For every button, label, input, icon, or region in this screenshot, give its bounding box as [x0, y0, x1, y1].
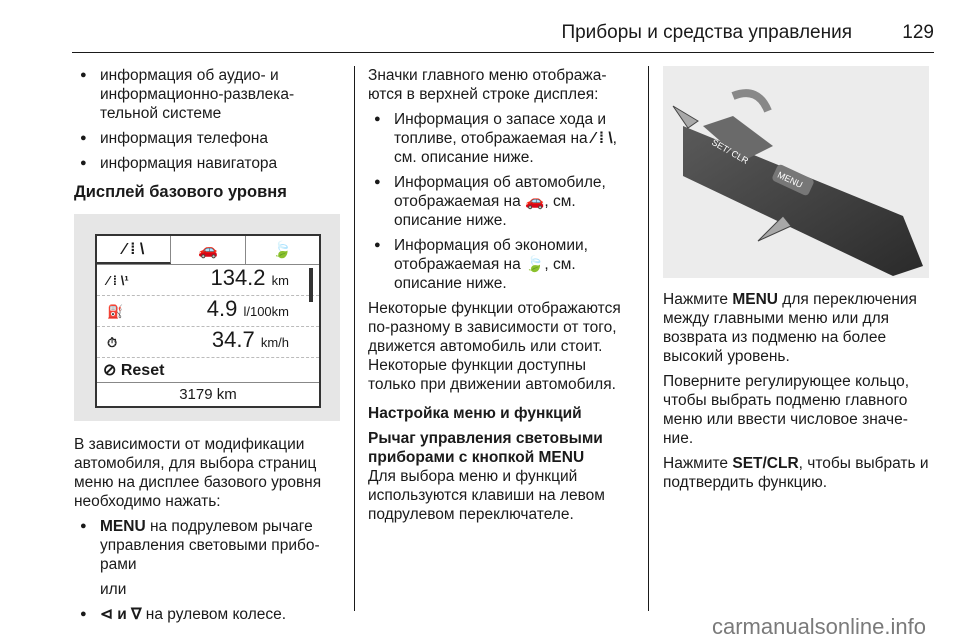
consumption-unit: l/100km: [243, 304, 289, 319]
paragraph: Нажмите MENU для переключения между главными меню или для возврата из подменю на более высокий уровень.: [663, 291, 917, 365]
car-tab-icon: 🚗: [171, 236, 245, 264]
list-item: ● Информация о запасе хода и топливе, отображаемая на ⁄ ⁞ \, см. описание ниже.: [368, 110, 636, 167]
display-row-range: [97, 265, 319, 296]
reset-label: ⊘ Reset: [103, 362, 165, 379]
page-number: 129: [902, 22, 934, 43]
column-3: [663, 290, 933, 498]
page-header-title: Приборы и средства управления: [561, 22, 852, 43]
light-stalk-illustration: [663, 66, 929, 278]
odometer: 3179 km: [97, 382, 319, 407]
list-item-or: или: [100, 581, 127, 598]
watermark: carmanualsonline.info: [711, 614, 926, 639]
fuel-pump-icon: ⛽: [107, 304, 124, 319]
range-icon: ⁄ ⁞ \¹: [107, 273, 129, 288]
paragraph: Некоторые функции отображаются по-разному в зависимости от того, движется автомобиль или стоит. Некоторые функции доступны только при движении автомобиля.: [368, 300, 621, 393]
paragraph: Нажмите SET/CLR, чтобы выбрать и подтвердить функцию.: [663, 455, 929, 491]
range-tab-icon: ⁄ ⁞ \: [97, 236, 171, 264]
list-item: ● информация навигатора: [74, 154, 342, 173]
list-item: ● информация об аудио- и информационно-развлека-тельной системе: [74, 66, 342, 123]
eco-leaf-tab-icon: 🍃: [272, 241, 293, 259]
speed-unit: km/h: [260, 335, 289, 350]
list-item: ● информация телефона: [74, 129, 342, 148]
range-unit: km: [271, 273, 289, 288]
column-2: [368, 66, 636, 530]
paragraph: Значки главного меню отобража-ются в верхней строке дисплея:: [368, 67, 607, 103]
list-item: ● Информация об экономии, отображаемая на 🍃, см. описание ниже.: [368, 236, 636, 293]
paragraph: В зависимости от модификации автомобиля, для выбора страниц меню на дисплее базового уровня необходимо нажать:: [74, 436, 322, 510]
display-tabs: [97, 236, 319, 265]
display-scrollbar: [309, 268, 313, 302]
set-clr-label: SET/ CLR: [710, 137, 751, 166]
eco-leaf-icon: 🍃: [525, 256, 545, 273]
section-heading: Дисплей базового уровня: [74, 183, 287, 201]
column-divider: [354, 66, 355, 611]
car-icon: 🚗: [525, 193, 545, 210]
range-icon: ⁄ ⁞ \: [591, 130, 613, 147]
paragraph: Для выбора меню и функций используются клавиши на левом подрулевом переключателе.: [368, 468, 605, 523]
menu-button-label: MENU: [775, 169, 805, 190]
speed-value: 34.7: [211, 327, 255, 352]
section-heading: Настройка меню и функций: [368, 405, 582, 422]
display-row-speed: [97, 327, 319, 358]
range-value: 134.2: [210, 265, 266, 290]
speedometer-icon: ⏱: [107, 335, 118, 350]
stalk-photo: [663, 66, 929, 292]
paragraph: Поверните регулирующее кольцо, чтобы выбрать подменю главного меню или ввести числовое значе-ние.: [663, 373, 910, 447]
display-row-consumption: [97, 296, 319, 327]
header-rule: [72, 52, 934, 53]
steering-wheel-buttons-icon: ⊲ и ∇: [100, 606, 142, 623]
column-1: [74, 66, 342, 630]
column-divider: [648, 66, 649, 611]
list-item: ● Информация об автомобиле, отображаемая на 🚗, см. описание ниже.: [368, 173, 636, 230]
base-display: [95, 234, 321, 408]
subsection-heading: Рычаг управления световыми приборами с кнопкой MENU: [368, 430, 603, 466]
consumption-value: 4.9: [206, 296, 238, 321]
list-item: ● MENU на подрулевом рычаге управления световыми прибо-рами: [74, 517, 342, 574]
display-figure: [74, 214, 340, 421]
list-item: ● ⊲ и ∇ на рулевом колесе.: [74, 605, 342, 624]
